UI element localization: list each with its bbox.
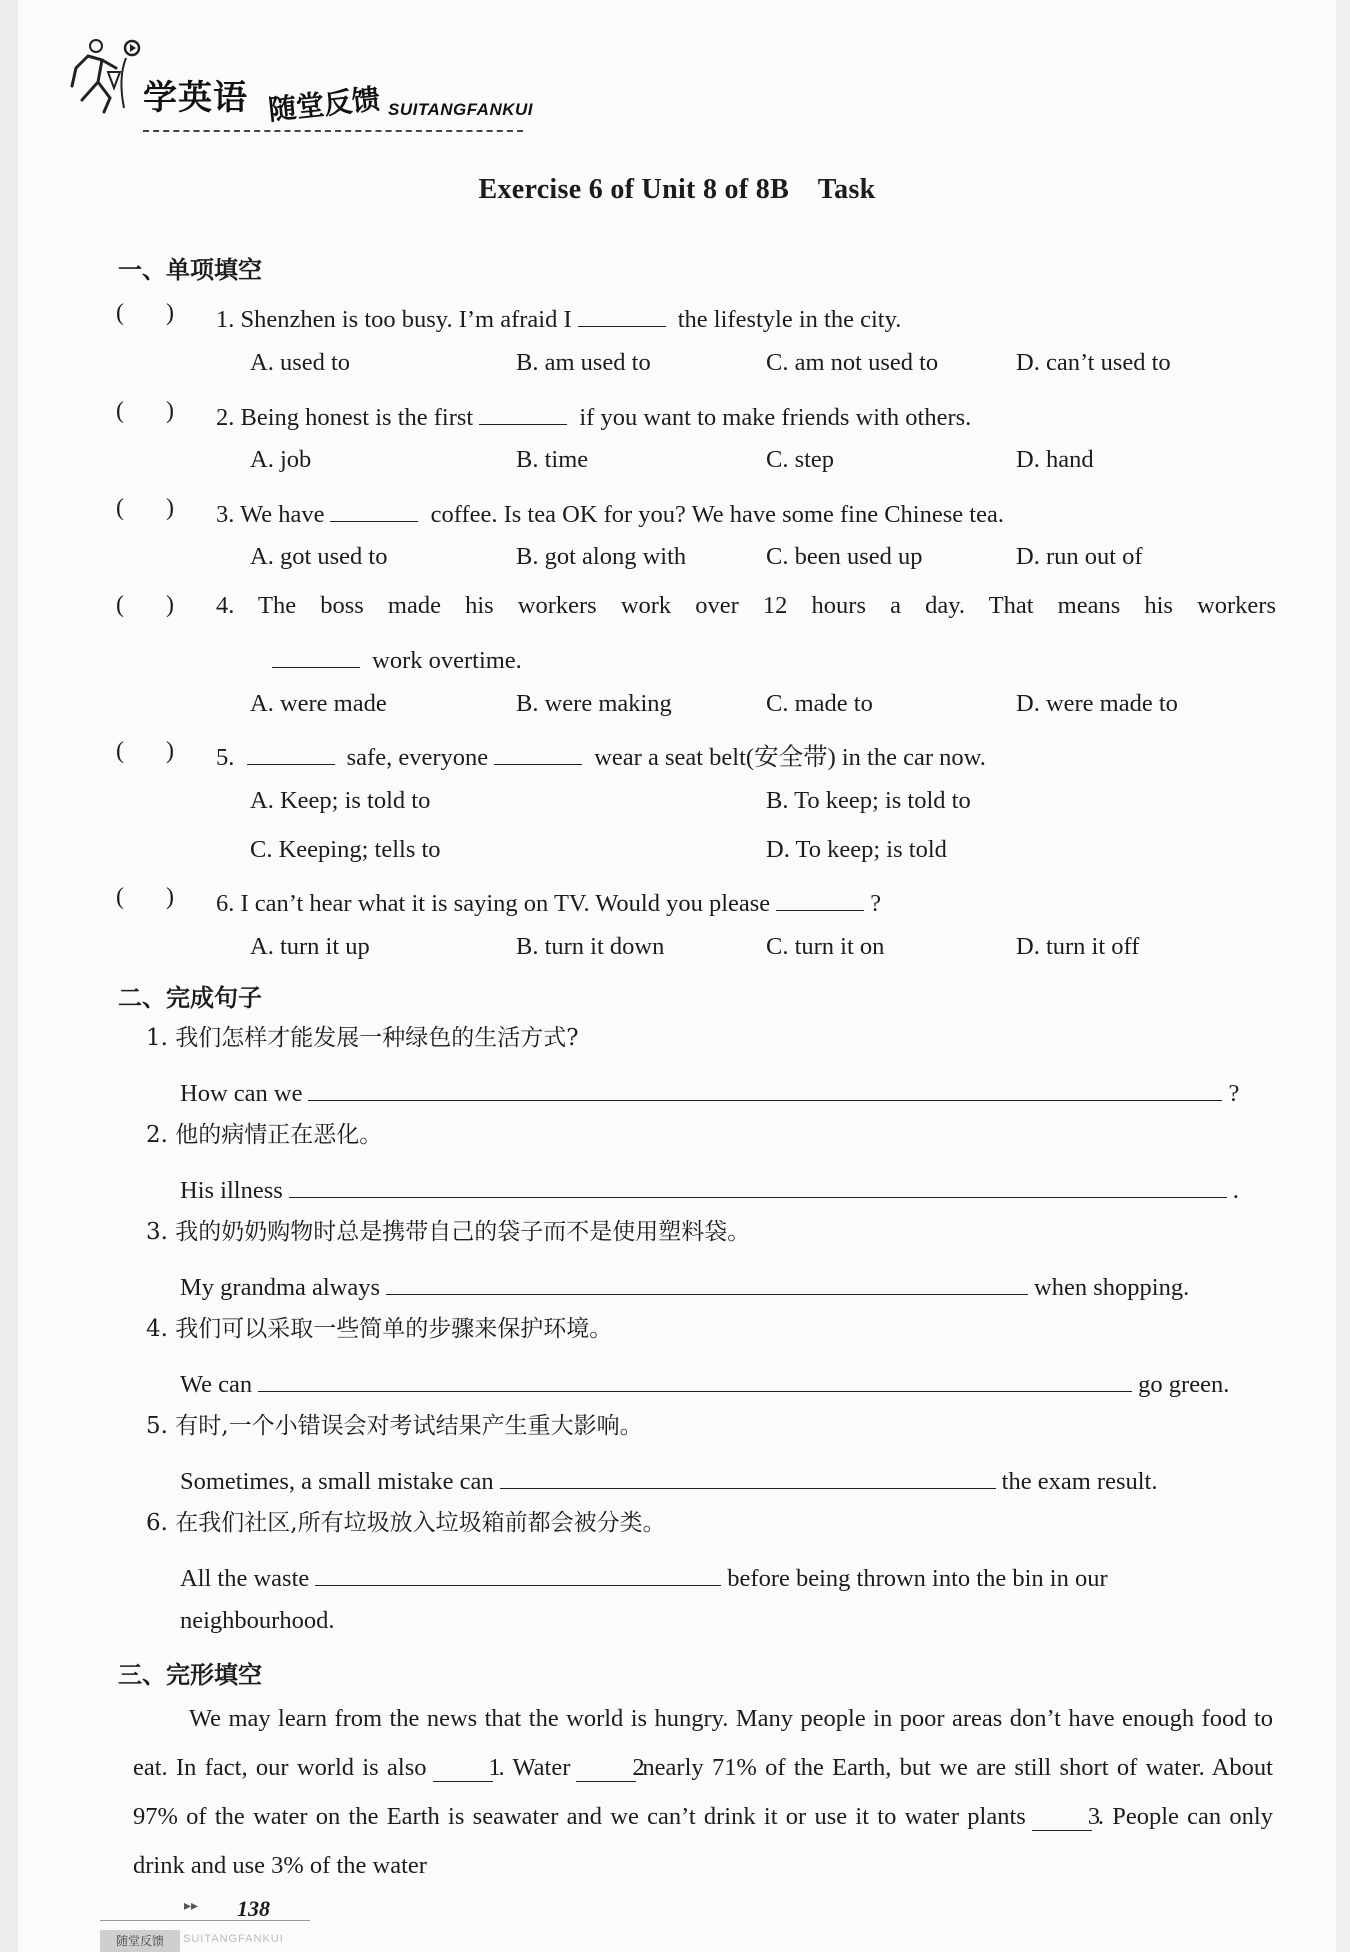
- footer-tag-en: SUITANGFANKUI: [183, 1933, 284, 1945]
- question-stem-end: work overtime.: [372, 647, 522, 674]
- question-stem: Being honest is the first: [240, 404, 474, 431]
- option-c: C. step: [766, 446, 835, 473]
- option-a: A. got used to: [250, 543, 388, 570]
- sentence-end: ?: [1228, 1080, 1240, 1107]
- fill-blank[interactable]: [494, 740, 582, 765]
- question-number: 1.: [216, 306, 235, 333]
- sentence-start: All the waste: [180, 1565, 310, 1592]
- question-stem: The boss made his workers work over 12 hours a day. That means his workers: [258, 592, 1276, 619]
- cloze-blank-2[interactable]: [576, 1754, 645, 1782]
- option-c: C. made to: [766, 690, 873, 717]
- option-a: A. were made: [250, 690, 387, 717]
- question-stem: I can’t hear what it is saying on TV. Would you please: [240, 890, 771, 917]
- double-arrow-icon: ▸▸: [184, 1899, 199, 1914]
- answer-paren[interactable]: ( ): [116, 300, 174, 326]
- question-stem-end: the lifestyle in the city.: [677, 306, 902, 333]
- chinese-prompt: 他的病情正在恶化。: [175, 1122, 383, 1148]
- sentence-end: go green.: [1138, 1371, 1230, 1398]
- option-b: B. got along with: [516, 543, 687, 570]
- cloze-blank-3[interactable]: [1032, 1803, 1101, 1831]
- sentence-start: Sometimes, a small mistake can: [180, 1468, 494, 1495]
- sentence-start: How can we: [180, 1080, 303, 1107]
- item-number: 1.: [146, 1025, 168, 1051]
- question-stem-end: coffee. Is tea OK for you? We have some fine Chinese tea.: [430, 501, 1004, 528]
- fill-line[interactable]: [289, 1173, 1227, 1198]
- chinese-prompt: 我的奶奶购物时总是携带自己的袋子而不是使用塑料袋。: [175, 1219, 751, 1245]
- question-number: 2.: [216, 404, 235, 431]
- section1-heading: 一、单项填空: [118, 256, 262, 284]
- fill-line[interactable]: [386, 1270, 1028, 1295]
- page-title: Exercise 6 of Unit 8 of 8B Task: [478, 174, 876, 205]
- option-c: C. turn it on: [766, 933, 885, 960]
- option-d: D. were made to: [1016, 690, 1178, 717]
- option-c: C. am not used to: [766, 349, 939, 376]
- question-stem-end: ?: [870, 890, 882, 917]
- fill-line[interactable]: [500, 1464, 996, 1489]
- page-number: 138: [237, 1896, 270, 1921]
- option-a: A. Keep; is told to: [250, 787, 431, 814]
- logo-subtitle: 随堂反馈: [266, 82, 382, 127]
- answer-paren[interactable]: ( ): [116, 592, 174, 618]
- fill-blank[interactable]: [272, 643, 360, 668]
- blank-number: 3: [1087, 1803, 1101, 1830]
- passage-text: . People can only drink and use 3% of the water: [133, 1803, 1273, 1879]
- option-c: C. Keeping; tells to: [250, 836, 441, 863]
- question-stem: safe, everyone: [346, 744, 489, 771]
- footer-tag: 随堂反馈: [100, 1930, 180, 1952]
- section3-heading: 三、完形填空: [118, 1661, 262, 1689]
- option-d: D. run out of: [1016, 543, 1143, 570]
- option-b: B. To keep; is told to: [766, 787, 971, 814]
- option-b: B. turn it down: [516, 933, 665, 960]
- sentence-end: .: [1232, 1177, 1239, 1204]
- fill-blank[interactable]: [578, 302, 666, 327]
- item-number: 2.: [146, 1122, 168, 1148]
- answer-paren[interactable]: ( ): [116, 884, 174, 910]
- question-stem: We have: [240, 501, 325, 528]
- option-b: B. am used to: [516, 349, 651, 376]
- option-a: A. job: [250, 446, 312, 473]
- option-b: B. time: [516, 446, 589, 473]
- option-a: A. used to: [250, 349, 351, 376]
- footer-divider: [100, 1920, 310, 1921]
- runner-icon: [68, 38, 148, 118]
- header-logo: [68, 38, 588, 148]
- chinese-prompt: 我们怎样才能发展一种绿色的生活方式?: [175, 1025, 579, 1051]
- passage-text: We may learn from the news that the world is hungry. Many people in poor areas don’t have enough food to eat. In fact, our world is also: [133, 1705, 1273, 1781]
- sentence-start: His illness: [180, 1177, 283, 1204]
- blank-number: 1: [488, 1754, 501, 1781]
- logo-pinyin: SUITANGFANKUI: [388, 100, 534, 119]
- item-number: 4.: [146, 1316, 168, 1342]
- option-d: D. can’t used to: [1016, 349, 1171, 376]
- answer-paren[interactable]: ( ): [116, 398, 174, 424]
- passage-text: nearly 71% of the Earth, but we are still short of water. About 97% of the water on the Earth is seawater and we can’t drink it or use it to water plants: [133, 1754, 1273, 1830]
- chinese-prompt: 在我们社区,所有垃圾放入垃圾箱前都会被分类。: [175, 1510, 666, 1536]
- item-number: 6.: [146, 1510, 168, 1536]
- option-d: D. To keep; is told: [766, 836, 947, 863]
- answer-paren[interactable]: ( ): [116, 495, 174, 521]
- logo-dashed-line: [143, 130, 523, 132]
- fill-blank[interactable]: [330, 497, 418, 522]
- option-b: B. were making: [516, 690, 672, 717]
- question-number: 5.: [216, 744, 235, 771]
- question-number: 4.: [216, 592, 235, 619]
- item-number: 5.: [146, 1413, 168, 1439]
- fill-blank[interactable]: [479, 400, 567, 425]
- question-stem-end: if you want to make friends with others.: [579, 404, 972, 431]
- sentence-start: My grandma always: [180, 1274, 381, 1301]
- blank-number: 2: [632, 1754, 645, 1781]
- section2-heading: 二、完成句子: [118, 984, 262, 1012]
- chinese-prompt: 我们可以采取一些简单的步骤来保护环境。: [175, 1316, 613, 1342]
- sentence-continuation: neighbourhood.: [180, 1607, 335, 1634]
- sentence-end: before being thrown into the bin in our: [727, 1565, 1108, 1592]
- answer-paren[interactable]: ( ): [116, 738, 174, 764]
- sentence-end: when shopping.: [1034, 1274, 1190, 1301]
- option-d: D. hand: [1016, 446, 1094, 473]
- cloze-passage: [133, 1694, 1273, 1890]
- fill-blank[interactable]: [776, 886, 864, 911]
- question-number: 3.: [216, 501, 235, 528]
- option-d: D. turn it off: [1016, 933, 1140, 960]
- item-number: 3.: [146, 1219, 168, 1245]
- logo-title: 学英语: [143, 78, 248, 118]
- fill-blank[interactable]: [247, 740, 335, 765]
- option-c: C. been used up: [766, 543, 923, 570]
- cloze-blank-1[interactable]: [433, 1754, 501, 1782]
- sentence-start: We can: [180, 1371, 253, 1398]
- fill-line[interactable]: [315, 1561, 721, 1586]
- question-stem: Shenzhen is too busy. I’m afraid I: [240, 306, 572, 333]
- chinese-prompt: 有时,一个小错误会对考试结果产生重大影响。: [175, 1413, 643, 1439]
- fill-line[interactable]: [308, 1076, 1222, 1101]
- sentence-end: the exam result.: [1001, 1468, 1158, 1495]
- question-stem-end: wear a seat belt(安全带) in the car now.: [594, 744, 986, 771]
- fill-line[interactable]: [258, 1367, 1132, 1392]
- question-number: 6.: [216, 890, 235, 917]
- passage-text: . Water: [498, 1754, 571, 1781]
- option-a: A. turn it up: [250, 933, 370, 960]
